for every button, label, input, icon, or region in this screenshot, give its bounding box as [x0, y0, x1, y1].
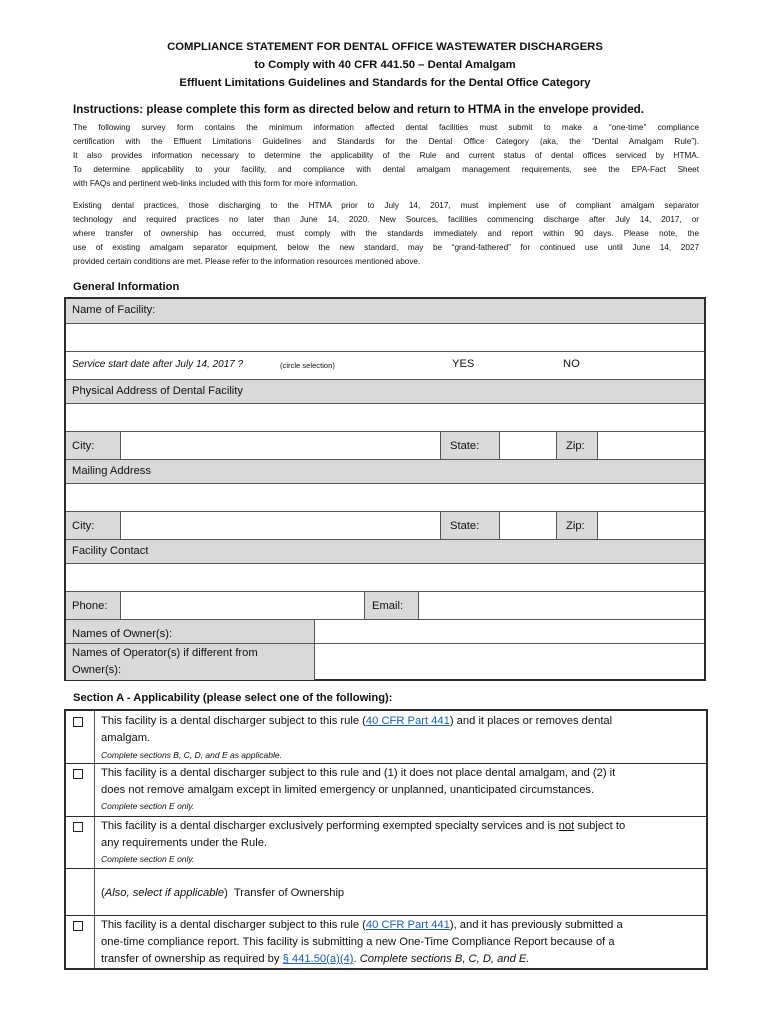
general-information-title: General Information: [73, 281, 180, 293]
option-4-text-part: ), and it has previously submitted a: [449, 919, 623, 931]
intro-paragraph: [73, 121, 699, 191]
option-2-checkbox[interactable]: [73, 769, 83, 779]
physical-city-field[interactable]: [121, 432, 440, 459]
cfr-part-441-link[interactable]: 40 CFR Part 441: [365, 919, 450, 931]
operators-label-cont: Owner(s):: [72, 664, 122, 676]
physical-address-label: Physical Address of Dental Facility: [72, 385, 243, 397]
operators-field[interactable]: [315, 644, 704, 680]
transfer-of-ownership-text: (Also, select if applicable) Transfer of Ownership: [101, 887, 345, 899]
option-3-text: [101, 818, 699, 852]
mailing-city-field[interactable]: [121, 512, 440, 539]
operators-label: Names of Operator(s) if different from: [72, 647, 258, 659]
intro-line: It also provides information necessary to determine the applicability of the Rule and current status of dental offices serviced by HTMA.: [73, 151, 699, 160]
mailing-address-row: [66, 459, 704, 483]
option-4-text-part: transfer of ownership as required by: [101, 953, 283, 965]
phone-label: Phone:: [72, 600, 108, 612]
option-2-note: Complete section E only.: [101, 801, 195, 811]
owners-field[interactable]: [315, 620, 704, 643]
facility-contact-field[interactable]: [66, 563, 704, 591]
section-a-table: [64, 709, 708, 970]
intro-line: certification with the Effluent Limitations Guidelines and Standards for the Dental Office Category (aka, the “Dental Amalgam Rule”).: [73, 137, 699, 146]
circle-selection-note: (circle selection): [280, 361, 335, 370]
email-field[interactable]: [419, 592, 704, 619]
state-label: State:: [450, 440, 480, 452]
option-3-note: Complete section E only.: [101, 854, 195, 864]
option-4-note: Complete sections B, C, D, and E.: [359, 953, 530, 965]
phone-email-row: [66, 591, 704, 619]
cfr-part-441-link[interactable]: 40 CFR Part 441: [365, 715, 450, 727]
physical-state-field[interactable]: [500, 432, 556, 459]
applicability-option-3: [66, 817, 706, 868]
applicability-option-1: [66, 711, 706, 763]
mailing-address-label: Mailing Address: [72, 465, 151, 477]
option-1-text: [101, 713, 699, 747]
section-a-title: Section A - Applicability (please select one of the following):: [73, 692, 393, 704]
name-of-facility-label: Name of Facility:: [72, 304, 156, 316]
name-of-facility-field[interactable]: [66, 323, 704, 351]
mailing-state-field[interactable]: [500, 512, 556, 539]
option-3-checkbox[interactable]: [73, 822, 83, 832]
form-header: [0, 38, 770, 92]
option-3-text-part: any requirements under the Rule.: [101, 837, 268, 849]
option-1-checkbox[interactable]: [73, 717, 83, 727]
email-label: Email:: [372, 600, 404, 612]
phone-field[interactable]: [121, 592, 364, 619]
also-select-note: Also, select if applicable: [104, 887, 225, 899]
mailing-city-row: [66, 511, 704, 539]
intro-line: The following survey form contains the minimum information affected dental facilities must submit to make a “one-time” compliance: [73, 123, 699, 132]
option-1-text-part: ) and it places or removes dental: [449, 715, 613, 727]
header-subtitle-2: Effluent Limitations Guidelines and Standards for the Dental Office Category: [179, 77, 591, 89]
option-4-text-part: .: [353, 953, 360, 965]
option-4-text-part: This facility is a dental discharger subject to this rule (: [101, 919, 366, 931]
existing-practices-paragraph: [73, 199, 699, 269]
transfer-of-ownership-label: Transfer of Ownership: [233, 887, 345, 899]
transfer-of-ownership-row: [66, 869, 706, 915]
option-4-text: [101, 917, 699, 968]
physical-zip-field[interactable]: [598, 432, 704, 459]
practices-line: provided certain conditions are met. Please refer to the information resources mentioned above.: [73, 257, 421, 266]
option-1-text-part: amalgam.: [101, 732, 151, 744]
header-title: COMPLIANCE STATEMENT FOR DENTAL OFFICE WASTEWATER DISCHARGERS: [167, 41, 603, 53]
owners-label: Names of Owner(s):: [72, 628, 173, 640]
option-4-checkbox[interactable]: [73, 921, 83, 931]
practices-line: where transfer of ownership has occurred, must comply with the standards immediately and report within 90 days. Please note, the: [73, 229, 699, 238]
service-start-yes[interactable]: YES: [452, 358, 475, 370]
general-information-table: [64, 297, 706, 681]
option-3-not: not: [558, 820, 575, 832]
physical-address-field[interactable]: [66, 403, 704, 431]
intro-line: To determine applicability to your facility, and compliance with dental amalgam management requirements, see the EPA-Fact Sheet: [73, 165, 699, 174]
instructions: Instructions: please complete this form as directed below and return to HTMA in the envelope provided.: [73, 103, 644, 116]
facility-contact-row: [66, 539, 704, 563]
practices-line: Existing dental practices, those discharging to the HTMA prior to July 14, 2017, must implement use of compliant amalgam separator: [73, 201, 699, 210]
section-441-50-link[interactable]: § 441.50(a)(4): [282, 953, 354, 965]
operators-row: [66, 643, 704, 679]
service-start-no[interactable]: NO: [563, 358, 580, 370]
option-2-text: [101, 765, 699, 799]
service-start-label: Service start date after July 14, 2017 ?: [72, 359, 244, 370]
name-of-facility-row: [66, 299, 704, 323]
option-1-text-part: This facility is a dental discharger subject to this rule (: [101, 715, 366, 727]
option-4-text-part: one-time compliance report. This facility is submitting a new One-Time Compliance Report because of a: [101, 936, 615, 948]
intro-line: with FAQs and pertinent web-links included with this form for more information.: [73, 179, 358, 188]
state-label: State:: [450, 520, 480, 532]
zip-label: Zip:: [566, 440, 585, 452]
service-start-row: [66, 351, 704, 379]
applicability-option-4: [66, 916, 706, 968]
option-2-text-part: does not remove amalgam except in limited emergency or unplanned, unanticipated circumstances.: [101, 784, 595, 796]
option-2-text-part: This facility is a dental discharger subject to this rule and (1) it does not place dental amalgam, and (2) it: [101, 767, 616, 779]
practices-line: use of existing amalgam separator equipment, below the new standard, may be “grand-fathered” for continued use until June 14, 2027: [73, 243, 699, 252]
option-3-text-part: subject to: [574, 820, 626, 832]
city-label: City:: [72, 440, 95, 452]
practices-line: technology and required practices no later than June 14, 2020. New Sources, facilities commencing discharge after July 14, 2017, or: [73, 215, 699, 224]
mailing-address-field[interactable]: [66, 483, 704, 511]
owners-row: [66, 619, 704, 643]
header-subtitle: to Comply with 40 CFR 441.50 – Dental Amalgam: [254, 59, 516, 71]
applicability-option-2: [66, 764, 706, 816]
physical-city-row: [66, 431, 704, 459]
physical-address-row: [66, 379, 704, 403]
facility-contact-label: Facility Contact: [72, 545, 149, 557]
city-label: City:: [72, 520, 95, 532]
divider: [440, 432, 441, 460]
divider: [440, 512, 441, 540]
option-1-note: Complete sections B, C, D, and E as applicable.: [101, 750, 282, 760]
option-3-text-part: This facility is a dental discharger exclusively performing exempted specialty services and is: [101, 820, 559, 832]
mailing-zip-field[interactable]: [598, 512, 704, 539]
zip-label: Zip:: [566, 520, 585, 532]
